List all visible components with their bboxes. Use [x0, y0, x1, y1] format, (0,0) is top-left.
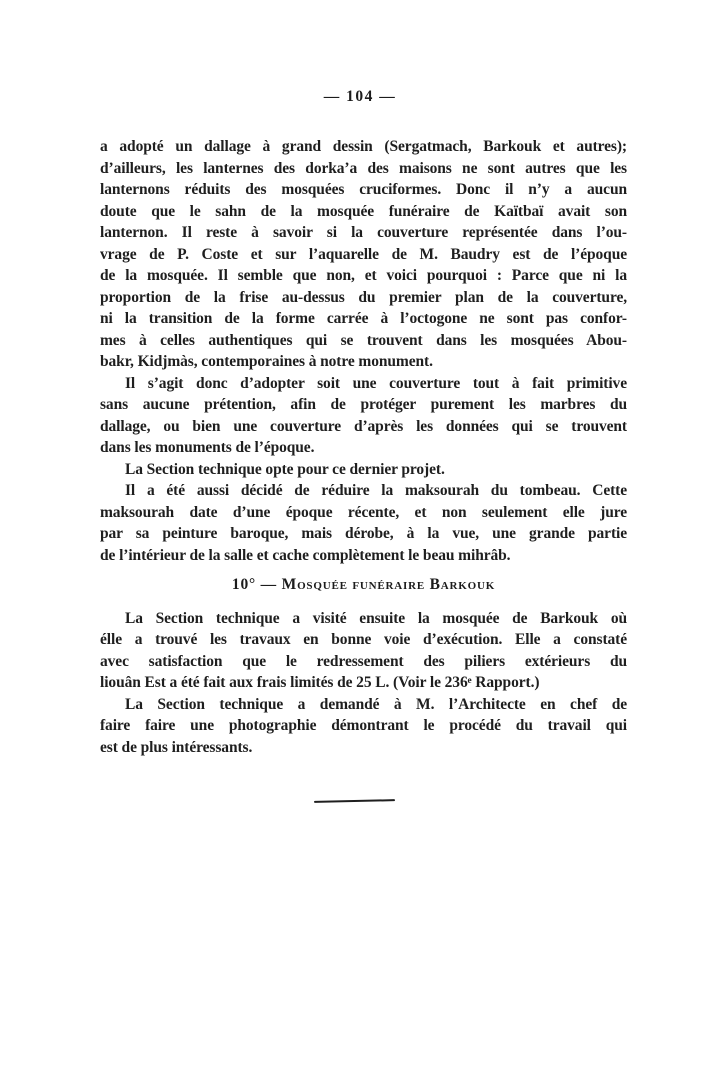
text-line: mes à celles authentiques qui se trouvent dans les mosquées Abou-	[100, 331, 627, 349]
text-line: La Section technique opte pour ce dernier projet.	[125, 460, 445, 478]
text-line: a adopté un dallage à grand dessin (Sergatmach, Barkouk et autres);	[100, 138, 627, 155]
text-line: lanternon. Il reste à savoir si la couverture représentée dans l’ou-	[100, 224, 627, 241]
paragraph	[100, 373, 627, 459]
text-line: par sa peinture baroque, mais dérobe, à la vue, une grande partie	[100, 525, 627, 542]
section-heading: 10° — Mosquée funéraire Barkouk	[231, 576, 496, 593]
text-line: maksourah date d’une époque récente, et non seulement elle jure	[100, 503, 627, 521]
section-divider	[314, 799, 395, 803]
paragraph	[100, 480, 627, 566]
paragraph	[100, 608, 627, 694]
text-line: La Section technique a visité ensuite la mosquée de Barkouk où	[125, 609, 627, 627]
paragraph	[100, 694, 627, 759]
page-number: — 104 —	[323, 88, 397, 105]
text-line: Il s’agit donc d’adopter soit une couverture tout à fait primitive	[125, 374, 627, 392]
text-line: est de plus intéressants.	[100, 738, 253, 756]
text-line: vrage de P. Coste et sur l’aquarelle de M. Baudry est de l’époque	[100, 245, 627, 263]
text-line: lanternons réduits des mosquées cruciformes. Donc il n’y a aucun	[100, 181, 627, 198]
text-line: bakr, Kidjmàs, contemporaines à notre monument.	[100, 353, 433, 370]
text-line: élle a trouvé les travaux en bonne voie d’exécution. Elle a constaté	[100, 631, 627, 648]
text-line: Il a été aussi décidé de réduire la maksourah du tombeau. Cette	[125, 482, 627, 499]
text-line: de l’intérieur de la salle et cache complètement le beau mihrâb.	[100, 546, 511, 564]
text-column	[100, 136, 627, 758]
text-line: proportion de la frise au-dessus du premier plan de la couverture,	[100, 288, 627, 306]
text-line: La Section technique a demandé à M. l’Architecte en chef de	[125, 695, 627, 713]
text-line: faire faire une photographie démontrant le procédé du travail qui	[100, 717, 627, 734]
paragraph	[100, 136, 627, 373]
text-line: d’ailleurs, les lanternes des dorka’a des maisons ne sont autres que les	[100, 159, 627, 177]
text-line: de la mosquée. Il semble que non, et voici pourquoi : Parce que ni la	[100, 267, 627, 284]
text-line: dallage, ou bien une couverture d’après les données qui se trouvent	[100, 417, 627, 435]
text-line: avec satisfaction que le redressement des piliers extérieurs du	[100, 652, 627, 670]
text-line: dans les monuments de l’époque.	[100, 439, 315, 456]
text-line: ni la transition de la forme carrée à l’octogone ne sont pas confor-	[100, 310, 627, 327]
paragraph	[100, 459, 627, 481]
text-line: sans aucune prétention, afin de protéger purement les marbres du	[100, 396, 627, 413]
text-line: liouân Est a été fait aux frais limités de 25 L. (Voir le 236ᵉ Rapport.)	[100, 674, 540, 691]
text-line: doute que le sahn de la mosquée funéraire de Kaïtbaï avait son	[100, 202, 627, 220]
